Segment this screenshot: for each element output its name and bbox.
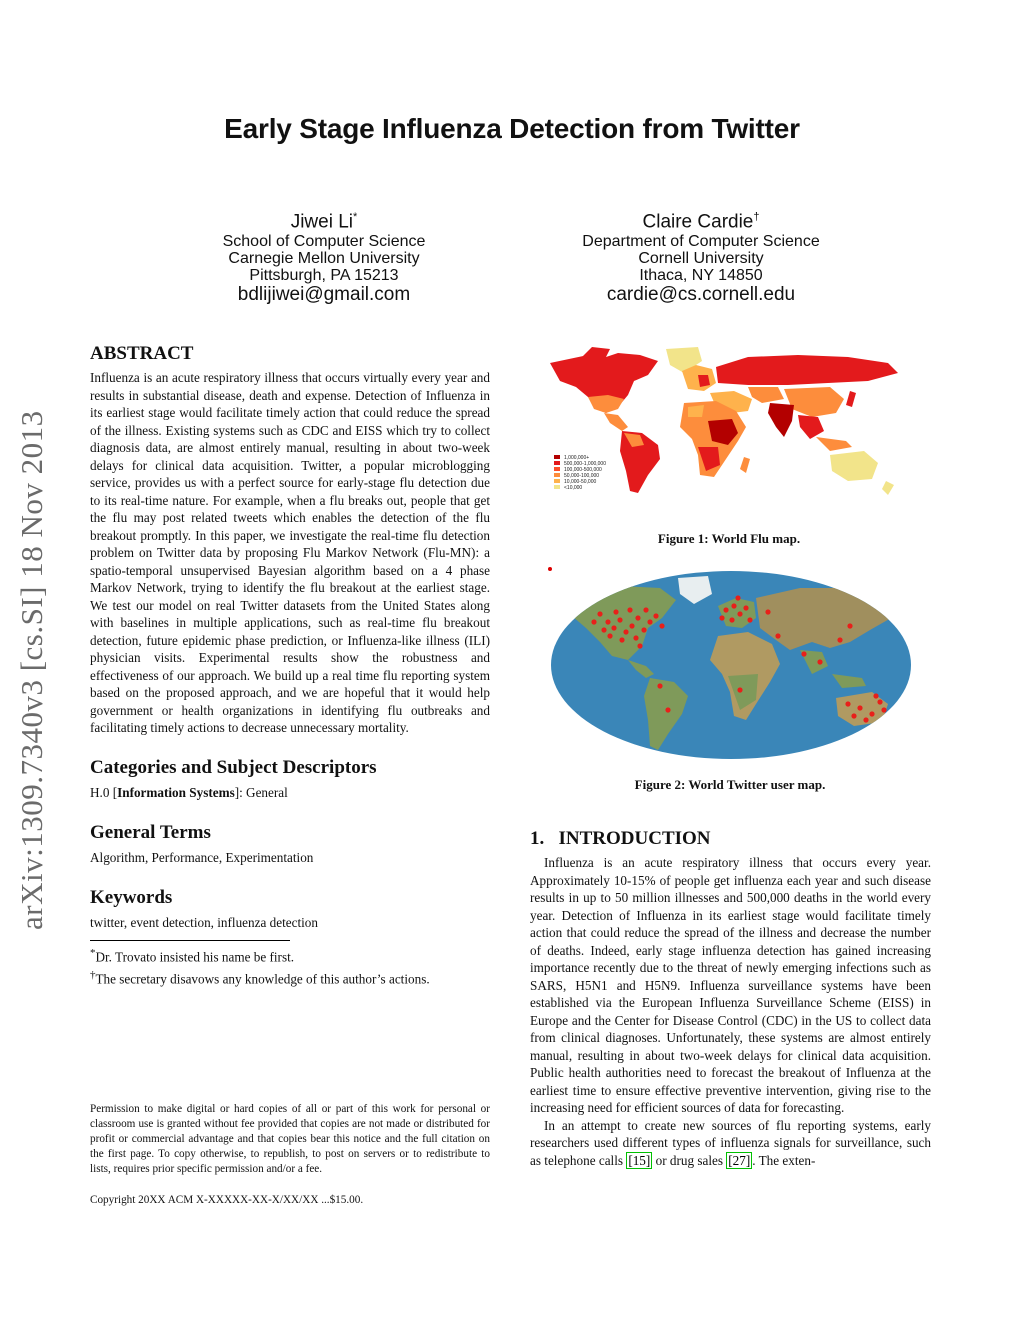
paper-title: Early Stage Influenza Detection from Twitter	[224, 113, 800, 144]
legend-label: <10,000	[564, 485, 583, 491]
left-column	[90, 343, 490, 989]
figure-1-caption: Figure 1: World Flu map.	[657, 531, 801, 546]
legend-swatch	[554, 461, 560, 465]
general-terms-text: Algorithm, Performance, Experimentation	[90, 850, 314, 865]
legend-swatch	[554, 485, 560, 489]
author-dept: Department of Computer Science	[582, 233, 820, 251]
general-terms-heading: General Terms	[90, 822, 211, 843]
footnote-1: *Dr. Trovato insisted his name be first.	[90, 947, 295, 965]
legend-swatch	[554, 455, 560, 459]
legend-swatch	[554, 479, 560, 483]
legend-label: 1,000,000+	[564, 455, 590, 461]
categories-text: H.0 [Information Systems]: General	[90, 784, 288, 800]
permission-notice: Permission to make digital or hard copies of all or part of this work for personal or classroom use is granted without fee provided that copies are not made or distributed for profit or commercial advantage and that copies bear this notice and the full citation on the first page. To copy otherwise, to republish, to post on servers or to redistribute to lists, requires prior specific permission and/or a fee.	[90, 1103, 490, 1175]
legend-label: 500,000-1,000,000	[564, 461, 606, 467]
author-univ: Cornell University	[638, 250, 764, 268]
legend-label: 100,000-500,000	[564, 467, 602, 473]
keywords-heading: Keywords	[90, 886, 173, 908]
author-mark: †	[753, 211, 760, 223]
legend-label: 10,000-50,000	[564, 479, 597, 485]
author-email[interactable]: bdlijiwei@gmail.com	[237, 284, 411, 306]
citation-link[interactable]: [15]	[628, 1152, 651, 1168]
legend-swatch	[554, 467, 560, 471]
legend-swatch	[554, 473, 560, 477]
abstract-text: Influenza is an acute respiratory illness that occurs virtually every year and results in substantial disease, death and expense. Detection of Influenza in its earliest stage would facilitate timely action that could reduce the spread of the illness. Existing systems such as CDC and EISS which try to collect diagnosis data, are almost entirely manual, resulting in about two-week delays for clinical data acquisition. Twitter, a popular microblogging service, provides us with a perfect source for early-stage flu detection due to its real-time nature. For example, when a flu breaks out, people that get the flu may post related tweets which enables the detection of the flu breakout promptly. In this paper, we investigate the real-time flu detection problem on Twitter data by proposing Flu Markov Network (Flu-MN): a spatio-temporal unsupervised Bayesian algorithm based on a 4 phase Markov Network, trying to identify the flu breakout at the earliest stage. We test our model on real Twitter datasets from the United States along with baselines in multiple applications, such as real-time flu breakout detection, future epidemic phase prediction, or Influenza-like illness (ILI) physician visits. Experimental results show the robustness and effectiveness of our approach. We build up a real time flu reporting system based on the proposed approach, and we are hopeful that it would help government or health organizations in identifying flu outbreaks and facilitating timely actions to decrease unnecessary mortality.	[90, 370, 490, 735]
author-name: Jiwei Li	[290, 211, 354, 233]
author-city: Ithaca, NY 14850	[639, 267, 763, 285]
flu-map-legend	[554, 455, 606, 491]
author-block-2	[545, 206, 857, 306]
intro-paragraph-1: Influenza is an acute respiratory illness that occurs every year. Approximately 10-15% of people get influenza each year and such disease results in up to 50 million illnesses and 500,000 deaths in the world every year. Detection of Influenza in its earliest stage would facilitate timely action that could reduce the spread of the illness and decrease the number of deaths. Indeed, early stage influenza detection has gained increasing importance recently due to the threat of newly emerging infections such as SARS, H5N1 and H5N9. Influenza surveillance systems have been established via the European Influenza Surveillance Scheme (EISS) in Europe and the Center for Disease Control (CDC) in the US to collect data from clinical diagnoses. Unfortunately, these systems are almost entirely manual, resulting in about two-week delays for clinical data acquisition. Public health authorities need to forecast the breakout of Influenza at the earliest time to ensure effective preventive intervention, giving rise to the increasing need for efficient sources of data for forecasting.	[530, 855, 931, 1115]
intro-heading: 1. INTRODUCTION	[530, 828, 711, 849]
abstract-heading: ABSTRACT	[90, 343, 194, 364]
arxiv-stamp: arXiv:1309.7340v3 [cs.SI] 18 Nov 2013	[14, 410, 49, 930]
author-name: Claire Cardie	[642, 211, 754, 233]
world-flu-map	[548, 347, 910, 497]
author-dept: School of Computer Science	[222, 233, 426, 251]
keywords-text: twitter, event detection, influenza detection	[90, 914, 318, 930]
footnote-rule	[90, 940, 290, 941]
introduction-section	[530, 828, 931, 1169]
footnote-2: †The secretary disavows any knowledge of this author’s actions.	[90, 969, 430, 987]
legend-label: 50,000-100,000	[564, 473, 600, 479]
world-twitter-map	[550, 570, 912, 760]
citation-link[interactable]: [27]	[728, 1152, 751, 1168]
figure-2-caption: Figure 2: World Twitter user map.	[634, 777, 826, 792]
intro-paragraph-2: In an attempt to create new sources of flu reporting systems, early researchers used different types of influenza signals for surveillance, such as telephone calls [15] or drug sales [27] . The exten-	[530, 1117, 931, 1168]
author-email[interactable]: cardie@cs.cornell.edu	[606, 284, 796, 306]
author-univ: Carnegie Mellon University	[228, 250, 420, 268]
copyright-line: Copyright 20XX ACM X-XXXXX-XX-X/XX/XX ...$15.00.	[90, 1194, 364, 1206]
categories-heading: Categories and Subject Descriptors	[90, 756, 377, 778]
author-city: Pittsburgh, PA 15213	[249, 267, 399, 285]
author-mark: *	[353, 211, 358, 223]
author-block-1	[168, 206, 480, 306]
